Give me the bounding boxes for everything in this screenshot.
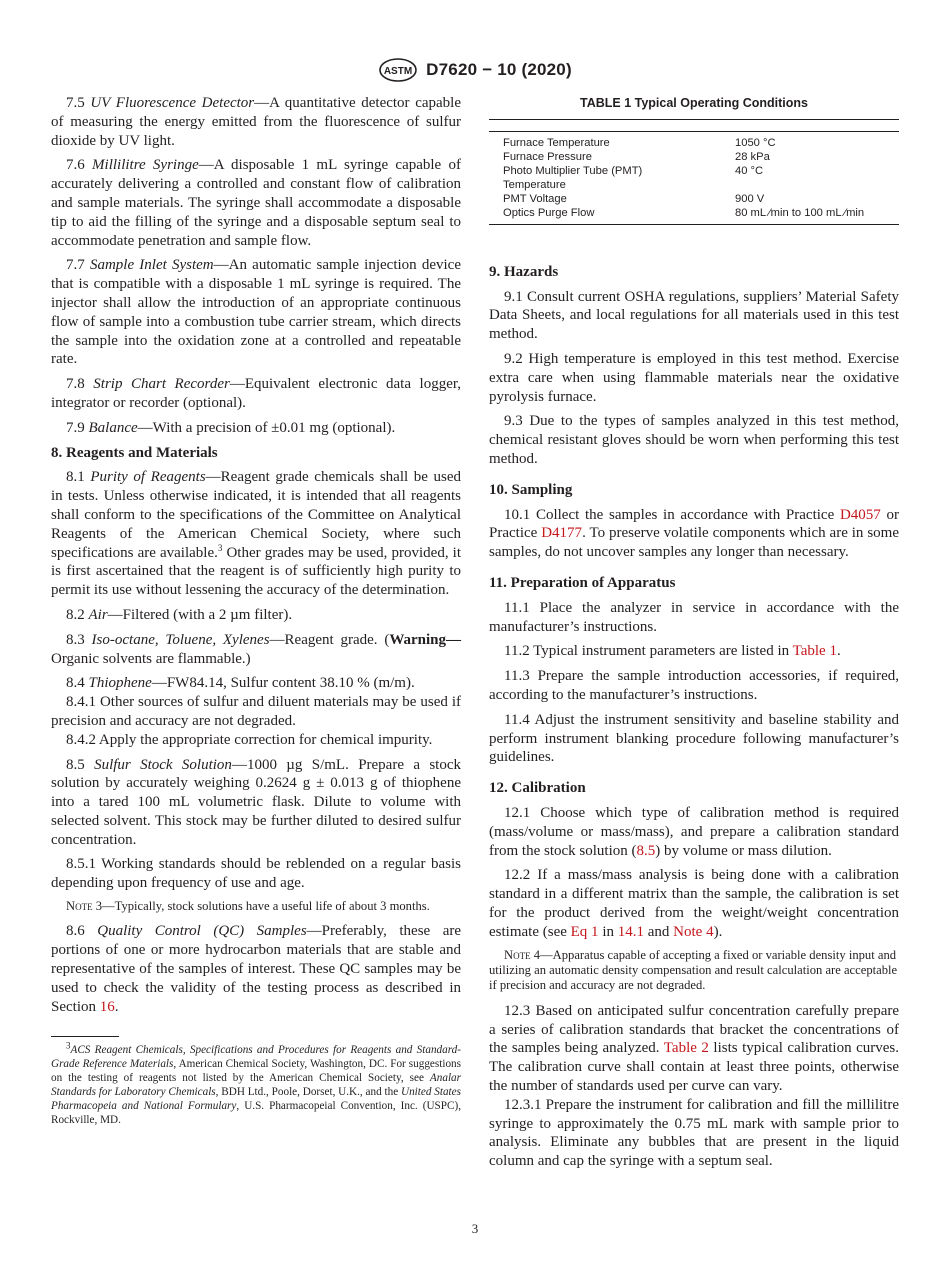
- link-section-16[interactable]: 16: [99, 998, 115, 1015]
- para-7-5: 7.5 UV Fluorescence Detector—A quantitative detector capable of measuring the energy emitted from the fluorescence of sulfur dioxide by UV light.: [51, 95, 461, 149]
- section-heading-10: 10. Sampling: [489, 481, 573, 498]
- table-row: Furnace Temperature 1050 °C: [503, 136, 776, 149]
- para-11-4: 11.4 Adjust the instrument sensitivity and baseline stability and perform instrument blanking procedure following manufacturer’s guidelines.: [489, 711, 899, 766]
- para-11-2: 11.2 Typical instrument parameters are listed in Table 1.: [504, 643, 841, 660]
- link-d4177[interactable]: D4177: [541, 525, 583, 542]
- para-8-5-1: 8.5.1 Working standards should be reblended on a regular basis depending upon frequency of use and age.: [51, 856, 461, 892]
- table-1: [489, 119, 899, 225]
- logo-text: ASTM: [384, 66, 413, 77]
- para-11-3: 11.3 Prepare the sample introduction accessories, if required, according to the manufacturer’s instructions.: [489, 668, 899, 703]
- para-8-5: 8.5 Sulfur Stock Solution—1000 µg S/mL. Prepare a stock solution by accurately weighing 0.2624 g ± 0.013 g of thiophene into a tared 100 mL volumetric flask. Dilute to volume with selected solvent. This stock may be further diluted to desired sulfur concentration.: [51, 756, 461, 848]
- note-4: Note 4—Apparatus capable of accepting a fixed or variable density input and utilizing an automatic density compensation and result calculation are acceptable if precision and accuracy are not degraded.: [489, 947, 898, 993]
- para-9-1: 9.1 Consult current OSHA regulations, suppliers’ Material Safety Data Sheets, and local regulations for all materials used in this test method.: [489, 288, 899, 343]
- footnote-divider: [51, 1036, 119, 1037]
- para-12-3-1: 12.3.1 Prepare the instrument for calibration and fill the millilitre syringe to approximately the 0.75 mL mark with sample prior to analysis. Eliminate any bubbles that are present in the liquid column and cap the syringe with a septum seal.: [489, 1096, 899, 1170]
- para-12-2: 12.2 If a mass/mass analysis is being done with a calibration standard in a different matrix than the sample, the calibration is set for the product derived from the weight/weight concentration estimate (see Eq 1 in 14.1 and Note 4).: [489, 867, 899, 940]
- para-8-6: 8.6 Quality Control (QC) Samples—Preferably, these are portions of one or more hydrocarbon materials that are stable and representative of the samples of interest. These QC samples may be used to check the validity of the testing process as described in Section 16.: [51, 923, 462, 1015]
- link-d4057[interactable]: D4057: [839, 506, 881, 523]
- table-row: Photo Multiplier Tube (PMT) 40 °C: [503, 164, 764, 177]
- para-8-3: 8.3 Iso-octane, Toluene, Xylenes—Reagent grade. (Warning—Organic solvents are flammable.): [51, 631, 462, 667]
- astm-logo-icon: [378, 58, 418, 82]
- para-7-7: 7.7 Sample Inlet System—An automatic sample injection device that is compatible with a disposable 1 mL syringe is required. The injector shall allow the introduction of an appropriate continuous flow of sample into a combustion tube carrier stream, which directs the sample into the oxidation zone at a controlled and repeatable rate.: [51, 257, 461, 368]
- para-8-4: 8.4 Thiophene—FW84.14, Sulfur content 38.10 % (m/m).: [66, 675, 415, 692]
- link-table-2[interactable]: Table 2: [663, 1040, 709, 1057]
- section-heading-9: 9. Hazards: [489, 263, 559, 280]
- para-12-3: 12.3 Based on anticipated sulfur concentration carefully prepare a series of calibration standards that bracket the concentrations of the samples being analyzed. Table 2 lists typical calibration curves. The calibration curve shall contain at least three points, otherwise the number of standards used per curve can vary.: [489, 1002, 899, 1094]
- table-row: Temperature: [503, 178, 566, 191]
- note-3: Note 3—Typically, stock solutions have a useful life of about 3 months.: [66, 899, 430, 914]
- footnote-3: $^3$ACS Reagent Chemicals, Specifications and Procedures for Reagents and Standard-Grade Reference Materials, American Chemical Society, Washington, DC. For suggestions on the testing of reagents not listed by the American Chemical Society, see Analar Standards for Laboratory Chemicals, BDH Ltd., Poole, Dorset, U.K., and the United States Pharmacopeia and National Formulary, U.S. Pharmacopeial Convention, Inc. (USPC), Rockville, MD.: [51, 1040, 461, 1127]
- para-8-1: 8.1 Purity of Reagents—Reagent grade chemicals shall be used in tests. Unless otherwise indicated, it is intended that all reagents shall conform to the specifications of the Committee on Analytical Reagents of the American Chemical Society, where such specifications are available.$^3$ Other grades may be used, provided, it is first ascertained that the reagent is of sufficiently high purity to permit its use without lessening the accuracy of the determination.: [51, 469, 462, 599]
- section-heading-11: 11. Preparation of Apparatus: [489, 574, 676, 591]
- table-row: Optics Purge Flow 80 mL ⁄min to 100 mL ⁄min: [503, 206, 865, 219]
- para-7-6: 7.6 Millilitre Syringe—A disposable 1 mL syringe capable of accurately delivering a controlled and constant flow of calibration and sample materials. The syringe shall accommodate a disposable tip to aid the filling of the syringe and a disposable septum seal to accommodate penetration and sample flow.: [51, 157, 461, 249]
- para-8-4-2: 8.4.2 Apply the appropriate correction for chemical impurity.: [66, 731, 433, 748]
- left-column: [51, 94, 461, 1127]
- link-note-4[interactable]: Note 4: [673, 923, 714, 940]
- link-eq-1[interactable]: Eq 1: [570, 923, 599, 940]
- right-column: [489, 94, 899, 1177]
- para-9-2: 9.2 High temperature is employed in this test method. Exercise extra care when using flammable materials near the oxidative pyrolysis furnace.: [489, 350, 899, 405]
- para-11-1: 11.1 Place the analyzer in service in accordance with the manufacturer’s instructions.: [489, 599, 899, 635]
- designation: D7620 − 10 (2020): [426, 60, 572, 79]
- para-9-3: 9.3 Due to the types of samples analyzed in this test method, chemical resistant gloves should be worn when performing this test method.: [489, 413, 899, 467]
- section-heading-8: 8. Reagents and Materials: [51, 444, 218, 461]
- table-1-title: TABLE 1 Typical Operating Conditions: [579, 96, 809, 110]
- link-14-1[interactable]: 14.1: [617, 923, 644, 940]
- para-8-2: 8.2 Air—Filtered (with a 2 µm filter).: [66, 606, 293, 623]
- section-heading-12: 12. Calibration: [489, 780, 586, 797]
- para-8-4-1: 8.4.1 Other sources of sulfur and diluent materials may be used if precision and accuracy are not degraded.: [51, 694, 461, 729]
- link-table-1[interactable]: Table 1: [792, 643, 837, 660]
- page-number: 3: [471, 1221, 479, 1236]
- table-row: Furnace Pressure 28 kPa: [503, 150, 770, 163]
- link-8-5[interactable]: 8.5: [636, 842, 656, 859]
- page-header: [0, 55, 950, 85]
- para-7-8: 7.8 Strip Chart Recorder—Equivalent electronic data logger, integrator or recorder (optional).: [51, 376, 462, 411]
- para-7-9: 7.9 Balance—With a precision of ±0.01 mg (optional).: [66, 419, 396, 436]
- para-10-1: 10.1 Collect the samples in accordance with Practice D4057 or Practice D4177. To preserve volatile components which are in some samples, do not uncover samples any longer than necessary.: [489, 506, 899, 561]
- table-row: PMT Voltage 900 V: [503, 192, 765, 205]
- para-12-1: 12.1 Choose which type of calibration method is required (mass/volume or mass/mass), and prepare a calibration standard from the stock solution (8.5) by volume or mass dilution.: [489, 804, 899, 859]
